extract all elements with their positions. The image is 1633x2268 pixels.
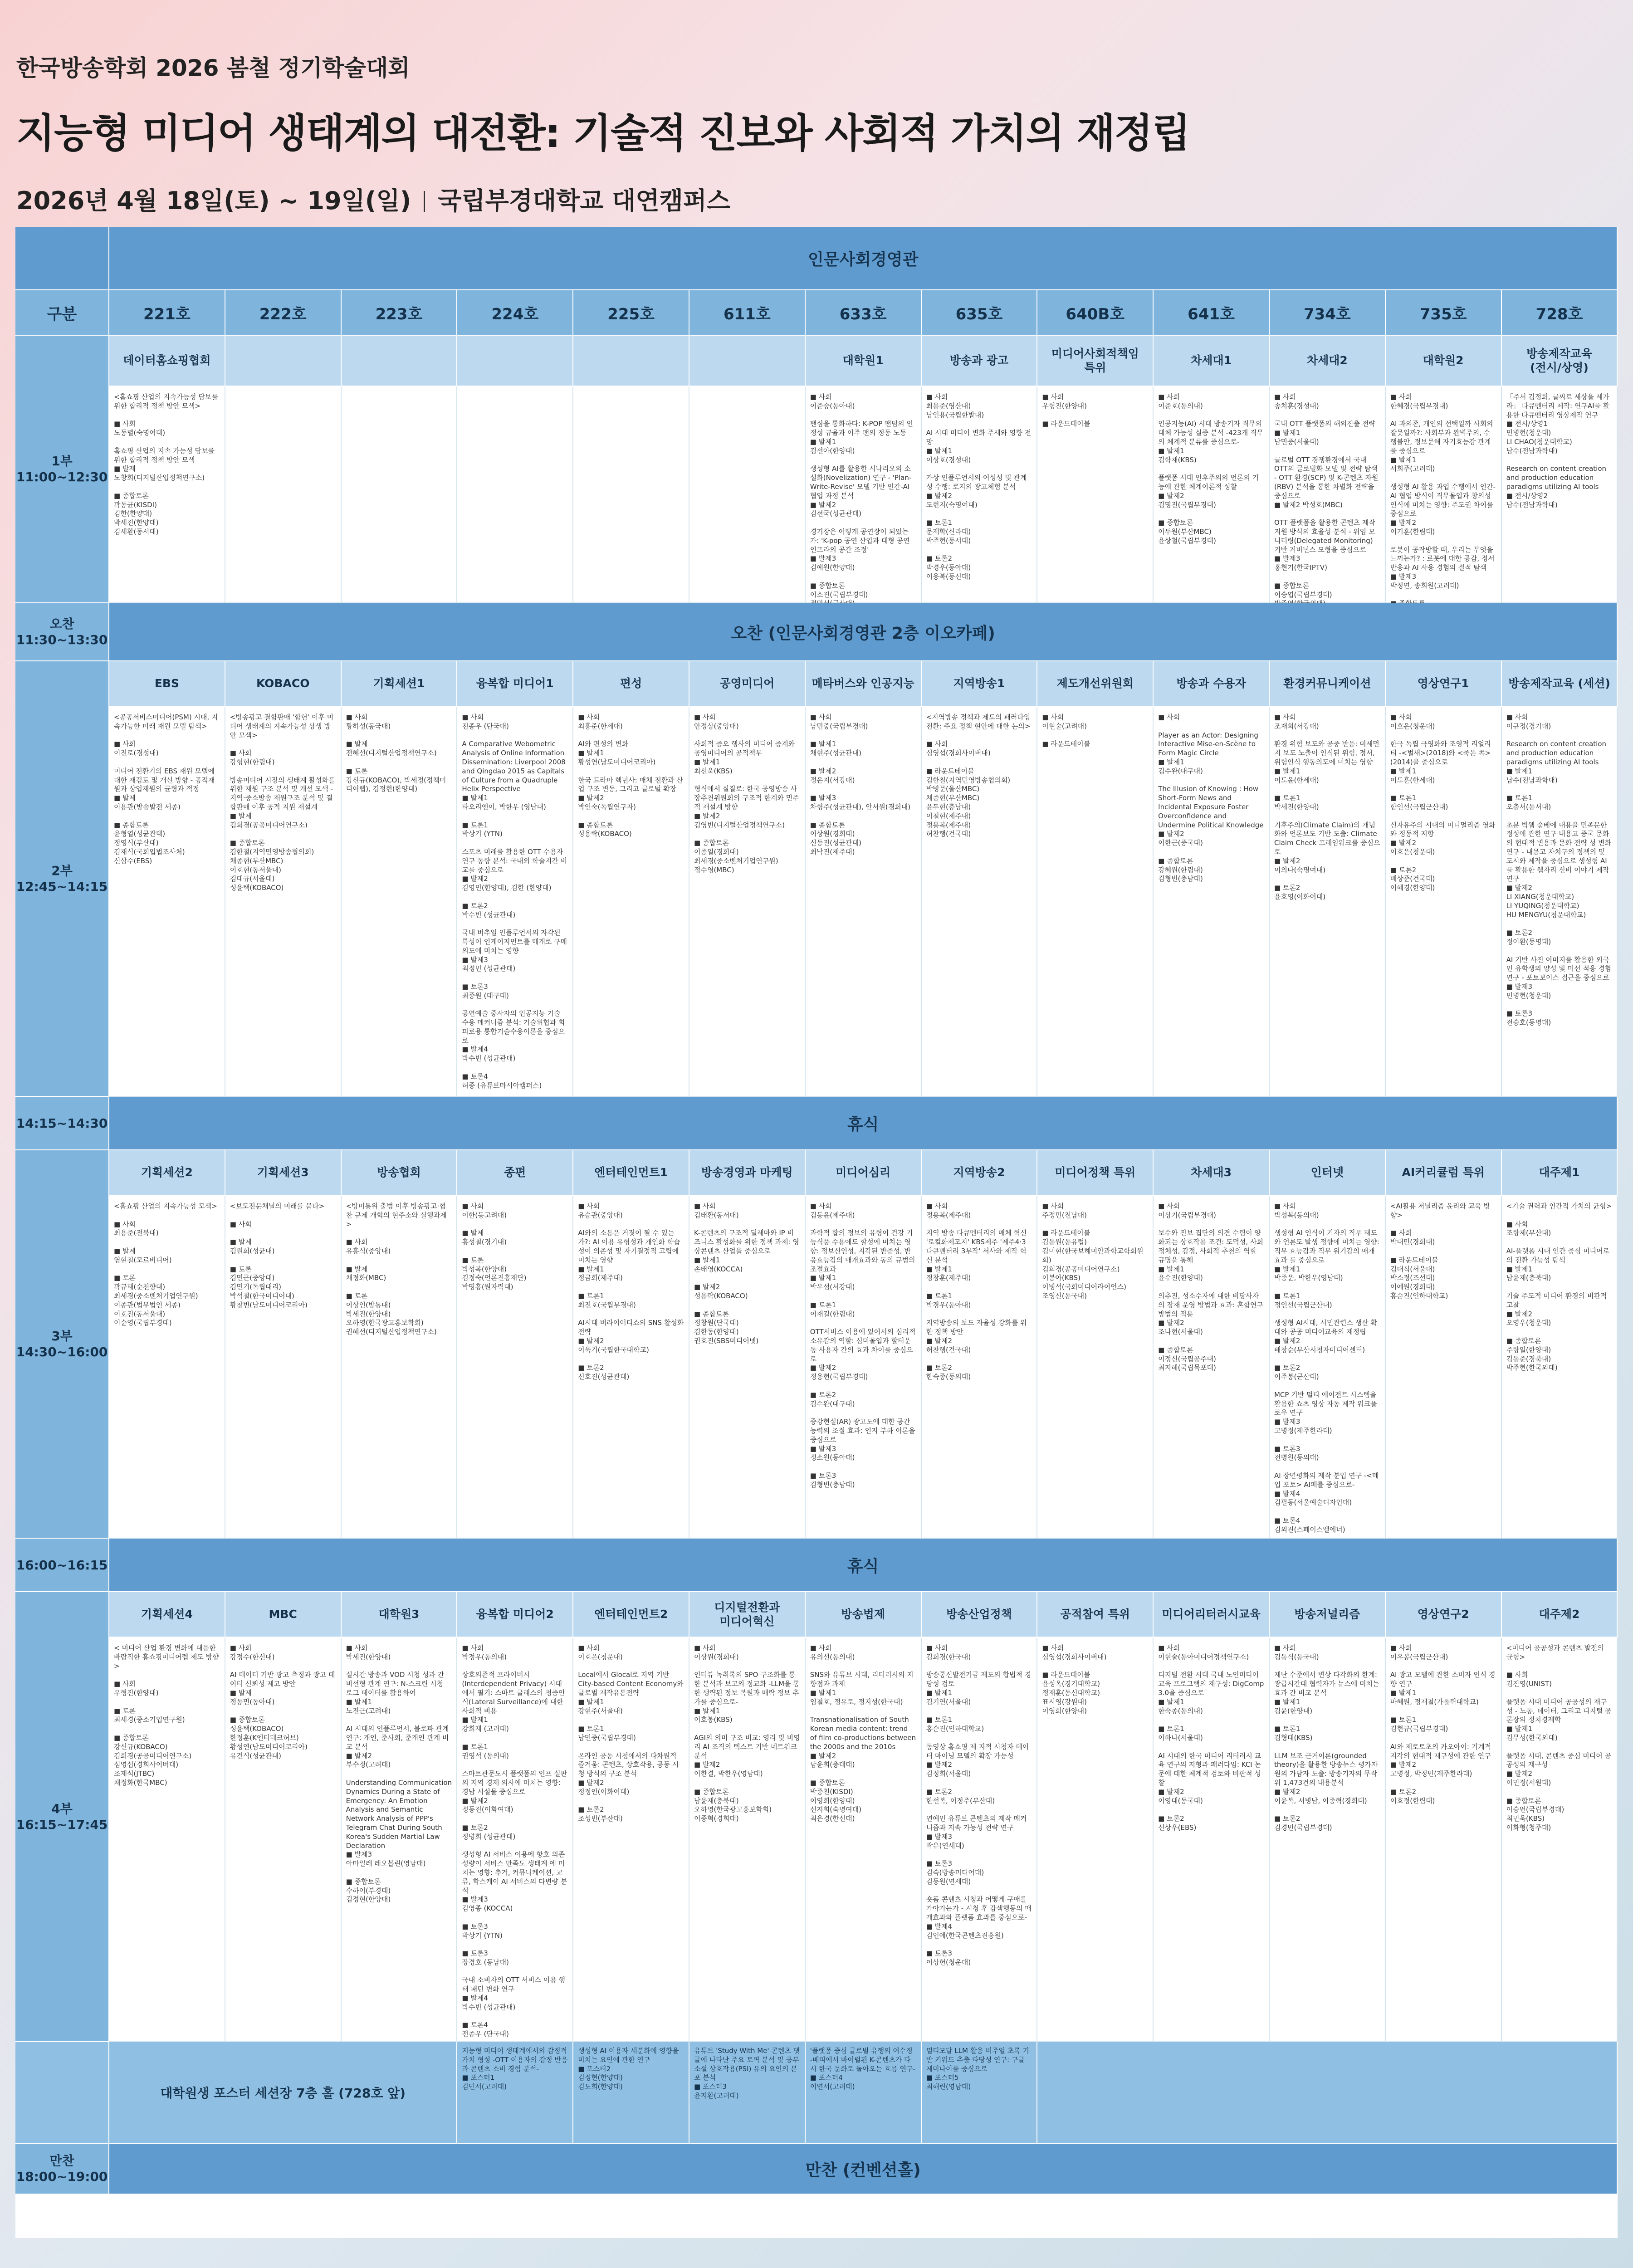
conference-name: 한국방송학회 2026 봄철 정기학술대회 xyxy=(16,55,410,81)
poster-item[interactable]: 지능형 미디어 생태계에서의 감정적 가치 형성 -OTT 이용자의 감정 반응과 콘텐츠 소비 경험 분석- ■ 포스터1 김민서(고려대) xyxy=(457,2042,573,2144)
session-title[interactable]: 차세대2 xyxy=(1270,336,1386,386)
session-detail: ■ 사회 이준승(동아대) 팬심을 통화하다: K-POP 팬덤의 인정성 규율과 이주 팬의 정동 노동 ■ 발제1 김선아(한양대) 생성형 AI를 활용한 시나리오의 소설화(Novelization) 연구 - 'Plan-Write-Revise' 모델 기반 인간-AI 협업 과정 분석 ■ 발제2 김선국(성균관대) 경기장은 어떻게 공연장이 되었는가: 'K-pop 공연 산업과 대형 공연 인프라의 공간 조정' ■ 발제3 김예원(한양대) ■ 종합토론 이소진(국립부경대) xyxy=(806,386,922,603)
room-header: 635호 xyxy=(922,290,1038,336)
session-title[interactable]: 대주제2 xyxy=(1502,1592,1618,1637)
session-detail: ■ 사회 심영섭(경희사이버대) ■ 라운드테이블 윤성옥(경기대학교) 정재훈(동신대학교) 표시영(강원대) 이영희(한양대) xyxy=(1037,1637,1154,2042)
lunch-band: 오찬 (인문사회경영관 2층 이오카페) xyxy=(109,603,1618,661)
session-detail: ■ 사회 박정우(동의대) 상호의존적 프라이버시 (Interdependent Privacy) 시대에서 필기: 스마트 글래스의 청중인식(Lateral Surveillance)에 대한 사회적 비용 ■ 발제1 강희재 (고려대) ■ 토론1 권영석 (동의대) 스마트관문도시 플랫폼의 인프 실판의 지역 경제 의사에 미치는 영향: 경남 시설물 중심으로 ■ 발제2 정동진(이화여대) ■ 토론2 정병희 (성균관대) 생성형 AI 서비스 이용에 항호 의존성량이 서비스 만족도 생태계 에 미치는 영향: 추거, 커뮤니케이션, 교류, 학스케이 AI 서비스의 다변량 분석 ■ 발제3 김영종 (KOCCA) ■ 토론3 박상기 (YTN) ■ 토론3 장경호 (동남대) 국내 소비자의 OTT 서비스 이용 행태 패턴 변화 연구 ■ 발제4 박수빈 (성균관대) ■ 토론4 전종우 (단국대) xyxy=(457,1637,573,2042)
room-header: 728호 xyxy=(1502,290,1618,336)
session-detail: <방미통위 출범 이후 방송광고·협찬 규제 개혁의 현주소와 실행과제> ■ 사회 유홍식(중앙대) ■ 발제 채정화(MBC) ■ 토론 이상인(방통대) 박세진(한양대) 오하영(한국광고홍보학회) 권혜선(디지털산업정책연구소) xyxy=(342,1196,458,1539)
room-header: 640B호 xyxy=(1037,290,1154,336)
session-detail: ■ 사회 송치훈(경성대) 국내 OTT 플랫폼의 해외진출 전략 ■ 발제1 남민중(서울대) 글로벌 OTT 경쟁환경에서 국내 OTT의 글로벌화 모델 및 전략 탐색 - OTT 환경(SCP) 및 K-콘텐츠 자원(RBV) 분석을 통한 차별화 전략을 중심으로 ■ 발제2 박성호(MBC) OTT 플랫폼을 활용한 콘텐츠 제작 지원 방식의 효율성 분석 - 위임 모니터링(Delegated Monitoring) 기반 거버넌스 모형을 중심으로 ■ 발제3 홍현기(한국IPTV) ■ 종합토론 이승엽(국립부경대) xyxy=(1270,386,1386,603)
dinner-band: 만찬 (컨벤션홀) xyxy=(109,2144,1618,2195)
session-detail xyxy=(573,386,689,603)
session-title[interactable]: 영상연구2 xyxy=(1386,1592,1502,1637)
break-band: 휴식 xyxy=(109,1097,1618,1150)
session-detail: ■ 사회 Player as an Actor: Designing Interactive Mise-en-Scène to Form Magic Circle ■ 발제1 김수완(대구대) The Illusion of Knowing : How Short-Form News and Incidental Exposure Foster Overconfidence and Undermine Political Knowledge ■ 발제2 이한근(중국대) ■ 종합토론 강혜원(한림대) 김형빈(충남대) xyxy=(1154,707,1270,1097)
session-detail: ■ 사회 이준호(동의대) 인공지능(AI) 시대 방송기자 직무의 대체 가능성 실증 분석 -423개 직무의 체계적 분류를 중심으로- ■ 발제1 김학재(KBS) 플랫폼 시대 인후주의의 언론의 기능에 관한 체계이론적 성찰 ■ 발제2 김명진(국립부경대) ■ 종합토론 이두원(부산MBC) 윤상철(국립부경대) xyxy=(1154,386,1270,603)
session-detail xyxy=(225,386,342,603)
room-header: 611호 xyxy=(689,290,806,336)
session-title[interactable]: 제도개선위원회 xyxy=(1037,661,1154,707)
session-detail: ■ 사회 조재희(서강대) 환경 위험 보도와 공중 반응: 미세먼지 보도 노출이 인식된 위험, 정서, 위험인식 행동의도에 미치는 영향 ■ 발제1 이도윤(한세대) ■ 토론1 박세진(한양대) 기후주의(Climate Claim)의 개념화와 언론보도 기반 도출: Climate Claim Check 프레임워크를 중심으로 ■ 발제2 이의나(숙명여대) ■ 토론2 윤호영(이화여대) xyxy=(1270,707,1386,1097)
session-title[interactable]: 미디어정책 특위 xyxy=(1037,1150,1154,1196)
session-title[interactable]: 방송과 수용자 xyxy=(1154,661,1270,707)
poster-time-cell xyxy=(15,2042,109,2144)
page-header xyxy=(16,50,1604,216)
session-detail: ■ 사회 유의선(동의대) SNS와 유튜브 시대, 리터러시의 지향점과 과제 ■ 발제1 임철호, 정유로, 정지성(한국대) Transnationalisation of South Korean media content: trend of film co-productions between the 2000s and the 2010s ■ 발제2 남윤희(충대대) ■ 종합토론 박종천(KISDI) 이영희(한양대) 신지희(숙명여대) 최은경(한신대) xyxy=(806,1637,922,2042)
session-title[interactable]: 미디어심리 xyxy=(806,1150,922,1196)
building-corner xyxy=(15,227,109,290)
session-detail: ■ 사회 이호은(청운대) Local에서 Glocal로 지역 기반 City-based Content Economy와 글로벌 재작유통전략 ■ 발제1 강현주(서울대) ■ 토론1 남민중(국립부경대) 온라인 공동 시청에서의 다차원적 즐거움: 콘텐츠, 상호작용, 공동 시청 방식의 구조 분석 ■ 발제2 정정인(이화여대) ■ 토론2 조성빈(부산대) xyxy=(573,1637,689,2042)
session-detail: <미디어 공공성과 콘텐츠 발전의 균형> ■ 사회 김진영(UNIST) 플랫폼 시대 미디어 공공성의 재구성 - 노동, 데이터, 그리고 디지털 공론장의 정치경제학 ■ 발제1 김무성(한국외대) 플랫폼 시대, 콘텐츠 중심 미디어 공공성의 재구성 ■ 발제2 이민정(서원대) ■ 종합토론 이승언(국립부경대) 최민욱(KBS) 이화형(청주대) xyxy=(1502,1637,1618,2042)
session-title[interactable]: 엔터테인먼트1 xyxy=(573,1150,689,1196)
session-detail: ■ 사회 김동윤(제주대) 과학적 합의 정보의 유형이 건강 기능식품 수용에도 할성에 미치는 영향: 정보신인성, 지각된 반증성, 반응효능감의 매개효과와 동의 규범의 조절효과 ■ 발제1 박우섬(서강대) ■ 토론1 이재길(한림대) OTT서비스 이용에 있어서의 심리적 소유감의 역할: 심미몰입과 할터운동 사용자 간의 효과 차이를 중심으로 ■ 발제2 정용현(국립부경대) ■ 토론2 김수완(대구대) 증강현실(AR) 광고도에 대한 공간 능력의 조절 효과: 인지 부하 이론을 중심으로 ■ 발제3 정소원(동아대) ■ 토론3 김형빈(충남대) xyxy=(806,1196,922,1539)
time-label: 14:15~14:30 xyxy=(15,1097,109,1150)
session-title[interactable]: 기획세션3 xyxy=(225,1150,342,1196)
time-label: 만찬 18:00~19:00 xyxy=(15,2144,109,2195)
session-title[interactable]: 방송저널리즘 xyxy=(1270,1592,1386,1637)
session-title[interactable]: AI커리큘럼 특위 xyxy=(1386,1150,1502,1196)
session-detail: ■ 사회 김희경(한국대) 방송통신발전기금 제도의 합법적 경당성 검토 ■ 발제1 김기연(서울대) ■ 토론1 홍순진(인하대학교) 동영상 홈쇼핑 제 지적 시청자 데이터 마이닝 모델의 확장 가능성 ■ 발제2 김정희(서울대) ■ 토론2 한선복, 이정주(부산대) 연예인 유튜브 콘텐츠의 제작 메커니즘과 지속 가능성 전략 연구 ■ 발제3 곽유(연세대) ■ 토론3 김숙(방송미디어대) 김동원(연세대) 숏폼 콘텐츠 시청과 어떻게 구애를 가아가는가 - 시청 후 감색행동의 매개효과와 플랫폼 효과를 중심으로- ■ 발제4 김인애(한국콘텐츠진흥원) ■ 토론3 이상헌(청운대) xyxy=(922,1637,1038,2042)
session-detail: <AI활용 저널리즘 윤리와 교육 방향> ■ 사회 박대민(경희대) ■ 라운드테이블 김대식(서울대) 박소정(조선대) 이예원(경희대) 홍순진(인하대학교) xyxy=(1386,1196,1502,1539)
session-detail: ■ 사회 정용복(제주대) 지역 방송 다큐멘터리의 매체 혁신 '로컬화제모지' KBS제주 '제주4·3 다큐멘터리 3부작' 서사와 제작 혁신 분석 ■ 발제1 정창훈(제주대) ■ 토론1 박경우(동아대) 지역방송의 보도 자율성 강화를 위한 정책 방안 ■ 발제2 허찬행(건국대) ■ 토론2 한숙종(동의대) xyxy=(922,1196,1038,1539)
time-label: 2부 12:45~14:15 xyxy=(15,661,109,1097)
room-header: 735호 xyxy=(1386,290,1502,336)
session-title[interactable]: 엔터테인먼트2 xyxy=(573,1592,689,1637)
poster-session-label: 대학원생 포스터 세션장 7층 홀 (728호 앞) xyxy=(109,2042,457,2144)
session-title[interactable]: 차세대3 xyxy=(1154,1150,1270,1196)
session-detail: ■ 사회 우형진(한양대) ■ 라운드테이블 xyxy=(1037,386,1154,603)
session-title[interactable]: 지역방송1 xyxy=(922,661,1038,707)
session-title[interactable]: 기획세션1 xyxy=(342,661,458,707)
session-detail: ■ 사회 박세진(한양대) 실시간 방송과 VOD 시청 성과 간 비선형 관계 연구: N-스크린 시청 로그 데이터를 활용하여 ■ 발제1 노진근(고려대) AI 시대의 인플루언서, 블로파 관계 연구: 개인, 준사회, 준개인 관계 비교 분석 ■ 발제2 부수정(고려대) Understanding Communication Dynamics During a State of Emergency: An Emotion Analysis and Semantic Network Analysis of PPP's Telegram Chat During South Korea's Sudden Martial Law Declaration ■ 발제3 아마일레 레오볼린(영남대) ■ 종합토론 수하이(부경대) 김정현(한양대) xyxy=(342,1637,458,2042)
session-title[interactable]: 방송과 광고 xyxy=(922,336,1038,386)
poster-item[interactable]: '플랫폼 중심 글로벌 유행의 여수정 -배피에서 바이럴된 K-콘텐츠가 다시 한국 문화로 돌아오는 흐름 연구- ■ 포스터4 이연서(고려대) xyxy=(806,2042,922,2144)
session-detail: ■ 사회 최홍준(한세대) AI와 편성의 변화 ■ 발제1 황성연(남도미디어코리아) 한국 드라마 핵년사: 매체 전환과 산업 구조 변동, 그리고 글로벌 확장 ■ 발제2 박인숙(독립연구자) ■ 종합토론 성용락(KOBACO) xyxy=(573,707,689,1097)
time-label: 16:00~16:15 xyxy=(15,1539,109,1592)
room-header: 221호 xyxy=(109,290,225,336)
session-detail: ■ 사회 이호은(청운대) 한국 독립 극영화와 조영적 리얼리티 -<벌새>(2018)와 <죽은 쪽>(2014)을 중심으로 ■ 발제1 이도훈(한세대) ■ 토론1 함인선(국립군산대) 신자유주의 시대의 미니멀리즘 영화와 정동적 저항 ■ 발제2 이호은(청운대) ■ 토론2 배상준(건국대) 이혜경(한양대) xyxy=(1386,707,1502,1097)
corner-label: 구분 xyxy=(15,290,109,336)
session-title[interactable]: 방송법제 xyxy=(806,1592,922,1637)
room-header: 225호 xyxy=(573,290,689,336)
conference-date: 2026년 4월 18일(토) ~ 19일(일) xyxy=(16,186,411,215)
session-title[interactable]: EBS xyxy=(109,661,225,707)
session-title[interactable]: 대학원1 xyxy=(806,336,922,386)
session-title[interactable] xyxy=(342,336,458,386)
session-detail: ■ 사회 안정상(중앙대) 사회적 증오 행사의 미디어 증계와 공영미디어의 공적책무 ■ 발제1 최선욱(KBS) 형식에서 실질로: 한국 공영방송 사장추천위원회의 구조적 한계와 민주적 재설계 방향 ■ 발제2 김영빈(디지털산업정책연구소) ■ 종합토론 이종일(경희대) 최세경(중소벤처기업연구원) 정수영(MBC) xyxy=(689,707,806,1097)
session-title[interactable]: 공적참여 특위 xyxy=(1037,1592,1154,1637)
session-detail: ■ 사회 이상기(국립부경대) 보수와 진보 집단의 의견 수렴이 양화되는 상호작용 조건: 도덕성, 사회 정체성, 감정, 사회적 추천의 역할 규명을 통해 ■ 발제1 윤수진(한양대) 의추진, 성소수자에 대한 비당사자의 잠재 운영 방법과 효과: 혼합연구방법의 적용 ■ 발제2 조나현(서울대) ■ 종합토론 이정신(국립공주대) 최지혜(국립목포대) xyxy=(1154,1196,1270,1539)
room-header: 223호 xyxy=(342,290,458,336)
poster-item[interactable]: 유튜브 'Study With Me' 콘텐츠 댓글에 나타난 주요 토픽 분석 및 공부소설 상호작용(PSI) 유의 요인의 분포 분석 ■ 포스터3 윤지환(고려대) xyxy=(689,2042,806,2144)
session-detail: ■ 사회 이현술(동아미디어정책연구소) 디지털 전환 시대 국내 노인미디어교육 프로그램의 재구성: DigComp 3.0을 중심으로 ■ 발제1 한숙종(동의대) ■ 토론1 이하나(서울대) AI 시대의 한국 미디어 리터러시 교육 연구의 지형과 패러다임: KCI 논문에 대한 체계적 검토와 비판적 성찰 ■ 발제2 이영대(동국대) ■ 토론2 신상우(EBS) xyxy=(1154,1637,1270,2042)
schedule-board xyxy=(15,227,1618,2238)
schedule-grid xyxy=(15,227,1618,2238)
session-detail: ■ 사회 박성복(동의대) 생성형 AI 인식이 기자의 직무 태도와 언론도 발생 정향에 미치는 영향: 직무 효능감과 직무 위기감의 매개효과 를 중심으로 ■ 발제1 박종운, 박한우(영남대) ■ 토론1 정인선(국립군산대) 생성형 AI시대, 시민관련스 생산 확대와 공공 미디어교육의 재정립 ■ 발제2 배창순(부산시청자미디어센터) ■ 토론2 이주봉(군산대) MCP 기반 멀티 에이전트 시스템을 활용한 쇼츠 영상 자동 제작 워크플로우 연구 ■ 발제3 고병정(제주한라대) ■ 토론3 전병원(동의대) AI 장면평화의 제작 분업 연구 -<메입 포토> AI페를 중심으로- ■ 발제4 김필동(서울예술디자인대) ■ 토론4 김외진(스페이스엘에너) xyxy=(1270,1196,1386,1539)
room-header: 734호 xyxy=(1270,290,1386,336)
session-title[interactable]: 종편 xyxy=(457,1150,573,1196)
poster-empty-area xyxy=(1037,2042,1618,2144)
break-band: 휴식 xyxy=(109,1539,1618,1592)
conference-venue: 국립부경대학교 대연캠퍼스 xyxy=(438,186,731,215)
session-detail xyxy=(689,386,806,603)
session-title[interactable]: MBC xyxy=(225,1592,342,1637)
session-title[interactable]: 방송협회 xyxy=(342,1150,458,1196)
session-detail: ■ 사회 이규정(경기대) Research on content creation and production education paradigms utilizing AI tools ■ 발제1 남수(전남과학대) ■ 토론1 오충서(동서대) 초분 빅웹 숲베에 내용을 민족문한 정성에 관한 연구 내용고 중국 문화의 현대적 변용과 문화 전략 성 변화 연구 - 내몽고 자치구의 정책의 및 도시와 제작을 중심으로 생성형 AI를 활용한 웹자리 신비 이야기 제작 연구 ■ 발제2 LI XIANG(청운대학교) LI YUQING(청운대학교) HU MENGYU(청운대학교) ■ 토론2 정이환(동명대) AI 기반 사진 이미지를 활용한 외국인 유학생의 양성 및 미선 적응 경험 연구 - 포토보이스 접근을 중심으로 ■ 발제3 민병현(청운대) ■ 토론3 전승호(동명대) xyxy=(1502,707,1618,1097)
session-detail: <홈쇼핑 산업의 지속가능성 모색> ■ 사회 최용준(전북대) ■ 발제 염현철(모르비디어) ■ 토론 곽규태(순천향대) 최세경(중소벤처기업연구원) 이종관(법무법인 세종) 이호진(동서울대) 이순영(국립부경대) xyxy=(109,1196,225,1539)
conference-title: 지능형 미디어 생태계의 대전환: 기술적 진보와 사회적 가치의 재정립 xyxy=(16,110,1190,156)
session-detail: ■ 사회 김동식(동국대) 재난 수준에서 변상 다각화의 한계: 광급시간대 협력자가 뉴스에 미치는 효과 간 비교 분석 ■ 발제1 김윤(한양대) ■ 토론1 김형태(KBS) LLM 보조 근거이론(grounded theory)을 활용한 방송뉴스 평가자원의 가담자 도출: 방송기자의 무작위 1,473건의 내용분석 ■ 발제2 이윤복, 서병남, 이종혁(경희대) ■ 토론2 김경민(국립부경대) xyxy=(1270,1637,1386,2042)
session-title[interactable]: 대학원2 xyxy=(1386,336,1502,386)
session-detail: ■ 사회 황하성(동국대) ■ 발제 전혜선(디지털산업정책연구소) ■ 토론 강신규(KOBACO), 박세정(정책미디어랩), 김정현(한양대) xyxy=(342,707,458,1097)
conference-date-venue xyxy=(16,181,1604,216)
session-title[interactable] xyxy=(457,336,573,386)
session-detail: <지역방송 정책과 제도의 패러다임 전환: 주요 정책 현안에 대한 논의> ■ 사회 심영섭(경희사이버대) ■ 라운드테이블 김한철(지역민영방송협의회) 박병문(울산MBC) 채종현(부산MBC) 윤두현(충남대) 이철현(제주대) 정용복(제주대) 허찬행(건국대) xyxy=(922,707,1038,1097)
session-detail: <기술 권력과 인간적 가치의 균형> ■ 사회 조항제(부산대) AI-플랫폼 시대 인간 중심 미디어로의 전환 가능성 탐색 ■ 발제1 남윤재(충북대) 기술 주도적 미디어 환경의 비판적 고찰 ■ 발제2 오영우(청운대) ■ 종합토론 주항일(한양대) 김동준(경북대) 박주현(한국외대) xyxy=(1502,1196,1618,1539)
session-title[interactable]: 인터넷 xyxy=(1270,1150,1386,1196)
session-detail: <방송광고 결합판매 '합헌' 이후 미디어 생태계의 지속가능성 상생 방안 모색> ■ 사회 강형현(한림대) 방송미디어 시장의 생태계 활성화를 위한 재원 구조 분석 및 개선 모색 - 지역·중소방송 재원구조 분석 및 결합판매 이후 공적 지원 재설계 ■ 발제 김희경(공공미디어연구소) ■ 종합토론 김한철(지역민영방송협의회) 채종현(부산MBC) 이호현(동서울대) 김대규(서울대) 성윤택(KOBACO) xyxy=(225,707,342,1097)
session-title[interactable] xyxy=(573,336,689,386)
session-detail: ■ 사회 유승관(중앙대) AI와의 소통은 거짓이 될 수 있는가?: AI 이용 유형성과 개인화 학습성이 의존성 및 자기결정적 고립에 미치는 영향 ■ 발제1 정금희(제주대) ■ 토론1 최진호(국립부경대) AI시대 버라이어티쇼의 SNS 활성화 전략 ■ 발제2 이욱기(국립한국대학교) ■ 토론2 신호진(성균관대) xyxy=(573,1196,689,1539)
session-title[interactable]: 편성 xyxy=(573,661,689,707)
session-title[interactable]: 방송경영과 마케팅 xyxy=(689,1150,806,1196)
session-title[interactable]: 공영미디어 xyxy=(689,661,806,707)
session-detail: ■ 사회 이현술(고려대) ■ 라운드테이블 xyxy=(1037,707,1154,1097)
session-title[interactable]: 미디어사회적책임 특위 xyxy=(1037,336,1154,386)
session-detail: 「주서 김정희, 글씨로 세상을 세가라」 다큐멘터리 제작: 연구AI를 활용한 다큐멘터리 영상제작 연구 ■ 전시/상영1 민병현(청운대) LI CHAO(청운대학교) 남수(전남과학대) Research on content creation and production education paradigms utilizing AI tools ■ 전시/상영2 남수(전남과학대) xyxy=(1502,386,1618,603)
session-title[interactable] xyxy=(689,336,806,386)
session-title[interactable]: 대주제1 xyxy=(1502,1150,1618,1196)
session-detail: ■ 사회 주정민(전남대) ■ 라운드테이블 김동원(동유럽) 김미현(한국보헤미안과학교학회원회) 김희경(공공미디어연구소) 이봉아(KBS) 이병석(국회미디어라이언스) 조영신(동국대) xyxy=(1037,1196,1154,1539)
time-label: 4부 16:15~17:45 xyxy=(15,1592,109,2042)
session-title[interactable]: 방송산업정책 xyxy=(922,1592,1038,1637)
session-detail: <보도전문채널의 미래를 묻다> ■ 사회 ■ 발제 김원희(성균대) ■ 토론 김민근(중앙대) 김민기(독립대리) 박석철(한국미디어대) 황창빈(남도미디어코리아) xyxy=(225,1196,342,1539)
session-title[interactable]: 디지털전환과 미디어혁신 xyxy=(689,1592,806,1637)
session-title[interactable]: KOBACO xyxy=(225,661,342,707)
session-title[interactable]: 방송제작교육 (세션) xyxy=(1502,661,1618,707)
poster-item[interactable]: 멀티모달 LLM 활용 비주얼 초록 기반 키워드 추출 타당성 연구: 구글 제미나이를 중심으로 ■ 포스터5 최해린(영남대) xyxy=(922,2042,1038,2144)
session-detail: <공공서비스미디어(PSM) 시대, 지속가능한 미래 재원 모델 탐색> ■ 사회 이진로(경성대) 미디어 전환기의 EBS 재원 모델에 대한 재검토 및 개선 방향 - 공적재원과 상업재원의 균형과 적정 ■ 발제 이용관(방송발전 세종) ■ 종합토론 윤형열(성균관대) 정영식(부산대) 김재식(국회입법조사처) 신삼수(EBS) xyxy=(109,707,225,1097)
session-detail: ■ 사회 강정수(한신대) AI 데이터 기반 광고 측정과 광고 데이터 신뢰성 제고 방안 ■ 발제 정동민(동아대) ■ 종합토론 성윤택(KOBACO) 한정훈(K엔터테크허브) 황성연(남도미디어코리아) 유건식(성균관대) xyxy=(225,1637,342,2042)
session-title[interactable]: 기획세션2 xyxy=(109,1150,225,1196)
building-name: 인문사회경영관 xyxy=(109,227,1618,290)
session-title[interactable]: 방송제작교육 (전시/상영) xyxy=(1502,336,1618,386)
session-detail: <홈쇼핑 산업의 지속가능성 담보를 위한 합리적 정책 방안 모색> ■ 사회 노동렬(숙명여대) 홈쇼핑 산업의 지속 가능성 담보를 위한 합리적 정책 방안 모색 ■ 발제 노창희(디지털산업정책연구소) ■ 종합토론 곽동균(KISDI) 김한(한양대) 박세진(한양대) 김세환(동서대) xyxy=(109,386,225,603)
room-header: 641호 xyxy=(1154,290,1270,336)
session-detail xyxy=(342,386,458,603)
session-detail: ■ 사회 김태환(동서대) K-콘텐츠의 구조적 딜레마와 IP 비즈니스 활성화를 위한 정책 과제: 영상콘텐츠 산업을 중심으로 ■ 발제1 손태영(KOCCA) ■ 발제2 성용락(KOBACO) ■ 종합토론 정창원(단국대) 김한동(한양대) 권호진(SBS미디어넷) xyxy=(689,1196,806,1539)
session-detail: ■ 사회 한혜경(국립부경대) AI 과의존, 개인의 선택일까 사회의 잘못일까?: 사회부과 완벽주의, 수행불안, 정보문해 자기효능감 관계를 중심으로 ■ 발제1 서희주(고려대) 생성형 AI 활용 과업 수행에서 인간-AI 협업 방식이 직무몰입과 창의성 인식에 미치는 영향: 주도권 차이를 중심으로 ■ 발제2 이기훈(한림대) 로봇이 공작방할 때, 우리는 무엇을 느끼는가? : 로봇에 대한 공감, 정서 반응과 AI 사용 경험의 절적 탐색 ■ 발제3 박정연, 송희원(고려대) xyxy=(1386,386,1502,603)
session-title[interactable]: 메타버스와 인공지능 xyxy=(806,661,922,707)
session-title[interactable]: 환경커뮤니케이션 xyxy=(1270,661,1386,707)
time-label: 3부 14:30~16:00 xyxy=(15,1150,109,1539)
session-title[interactable]: 데이터홈쇼핑협회 xyxy=(109,336,225,386)
session-detail: ■ 사회 이한(동고려대) ■ 발제 홍성철(경기대) ■ 토론 박성복(한양대) 김정숙(언론진흥재단) 박명흥(원자력대) xyxy=(457,1196,573,1539)
room-header: 224호 xyxy=(457,290,573,336)
session-title[interactable]: 미디어리터러시교육 xyxy=(1154,1592,1270,1637)
session-detail xyxy=(457,386,573,603)
session-detail: < 미디어 산업 환경 변화에 대응한 바람직한 홈쇼핑미디어렙 제도 방향 > ■ 사회 우형진(한양대) ■ 토론 최세경(중소기업연구원) ■ 종합토론 강신규(KOBACO) 김희경(공공미디어연구소) 심영섭(경희사이버대) 조재석(JTBC) 채정화(한국MBC) xyxy=(109,1637,225,2042)
session-detail: ■ 사회 이상원(경희대) 인터뷰 녹취록의 SPO 구조화를 통한 분석과 보고의 정교화 -LLM을 통한 생략된 정보 복원과 매락 정보 추가를 중심으로- ■ 발제1 이호봉(KBS) AGI의 의미 구조 비교: 영리 및 비영리 AI 조직의 텍스트 기반 네트워크 분석 ■ 발제2 이한결, 박한우(영남대) ■ 종합토론 남윤재(충북대) 오하영(한국광고홍보학회) 이종혁(경희대) xyxy=(689,1637,806,2042)
room-header: 633호 xyxy=(806,290,922,336)
session-title[interactable]: 융복합 미디어1 xyxy=(457,661,573,707)
poster-item[interactable]: 생성형 AI 이용자 세분화에 영향을 미치는 요인에 관한 연구 ■ 포스터2 김정현(한양대) 김도희(한양대) xyxy=(573,2042,689,2144)
session-title[interactable] xyxy=(225,336,342,386)
session-title[interactable]: 융복합 미디어2 xyxy=(457,1592,573,1637)
session-title[interactable]: 차세대1 xyxy=(1154,336,1270,386)
session-title[interactable]: 기획세션4 xyxy=(109,1592,225,1637)
session-detail: ■ 사회 남민중(국립부경대) ■ 발제1 채현주(성균관대) ■ 발제2 정은지(서강대) ■ 발제3 차형주(성균관대), 안서원(경희대) ■ 종합토론 이상원(경희대) 신동진(성균관대) 최낙진(제주대) xyxy=(806,707,922,1097)
session-title[interactable]: 영상연구1 xyxy=(1386,661,1502,707)
session-title[interactable]: 대학원3 xyxy=(342,1592,458,1637)
divider xyxy=(424,191,425,212)
session-detail: ■ 사회 이우봉(국립군산대) AI 광고 모델에 관한 소비자 인식 경향 연구 ■ 발제1 마혜원, 정재철(가톨릭대학교) ■ 토론1 김현규(국립부경대) AI와 제로토초의 카오아이: 기계적 지각의 현대적 재구성에 관한 연구 ■ 발제2 고병정, 박정민(제주한라대) ■ 토론2 이효정(한림대) xyxy=(1386,1637,1502,2042)
time-label: 1부 11:00~12:30 xyxy=(15,336,109,603)
session-detail: ■ 사회 전종우 (단국대) A Comparative Webometric Analysis of Online Information Dissemination: Liverpool 2008 and Qingdao 2015 as Capitals of Culture from a Quadruple Helix Perspective ■ 발제1 타오리앤이, 박한우 (영남대) ■ 토론1 박상기 (YTN) 스포츠 미래를 활용한 OTT 수용자 연구 동향 분석: 국내외 학술지간 비교를 중심으로 ■ 발제2 김영민(한양대), 김한 (한양대) ■ 토론2 박수빈 (성균관대) 국내 버추얼 인플루언서의 자각된 특성이 인게이지먼트를 매개로 구매의도에 미치는 영향 ■ 발제3 최정민 (성균관대) ■ 토론3 최종원 (대구대) 공연예술 중사자의 인공지능 기술 수용 메커니즘 분석: 기술위협과 회피로용 통합기술수용이론을 중심으로 ■ 발제4 박수빈 (성균관대) ■ 토론4 허종 (유튜브마시아캠퍼스) xyxy=(457,707,573,1097)
room-header: 222호 xyxy=(225,290,342,336)
time-label: 오찬 11:30~13:30 xyxy=(15,603,109,661)
session-title[interactable]: 지역방송2 xyxy=(922,1150,1038,1196)
session-detail: ■ 사회 최용준(영산대) 남인용(국립한밭대) AI 시대 미디어 변화 주세와 영향 전망 ■ 발제1 이상호(경성대) 가상 인플루언서의 여성성 및 관계성 수행: 로지의 광고체험 분석 ■ 발제2 도현지(숙명여대) ■ 토론1 문재학(신라대) 박주현(동서대) ■ 토론2 박경우(동아대) 이용복(동신대) xyxy=(922,386,1038,603)
